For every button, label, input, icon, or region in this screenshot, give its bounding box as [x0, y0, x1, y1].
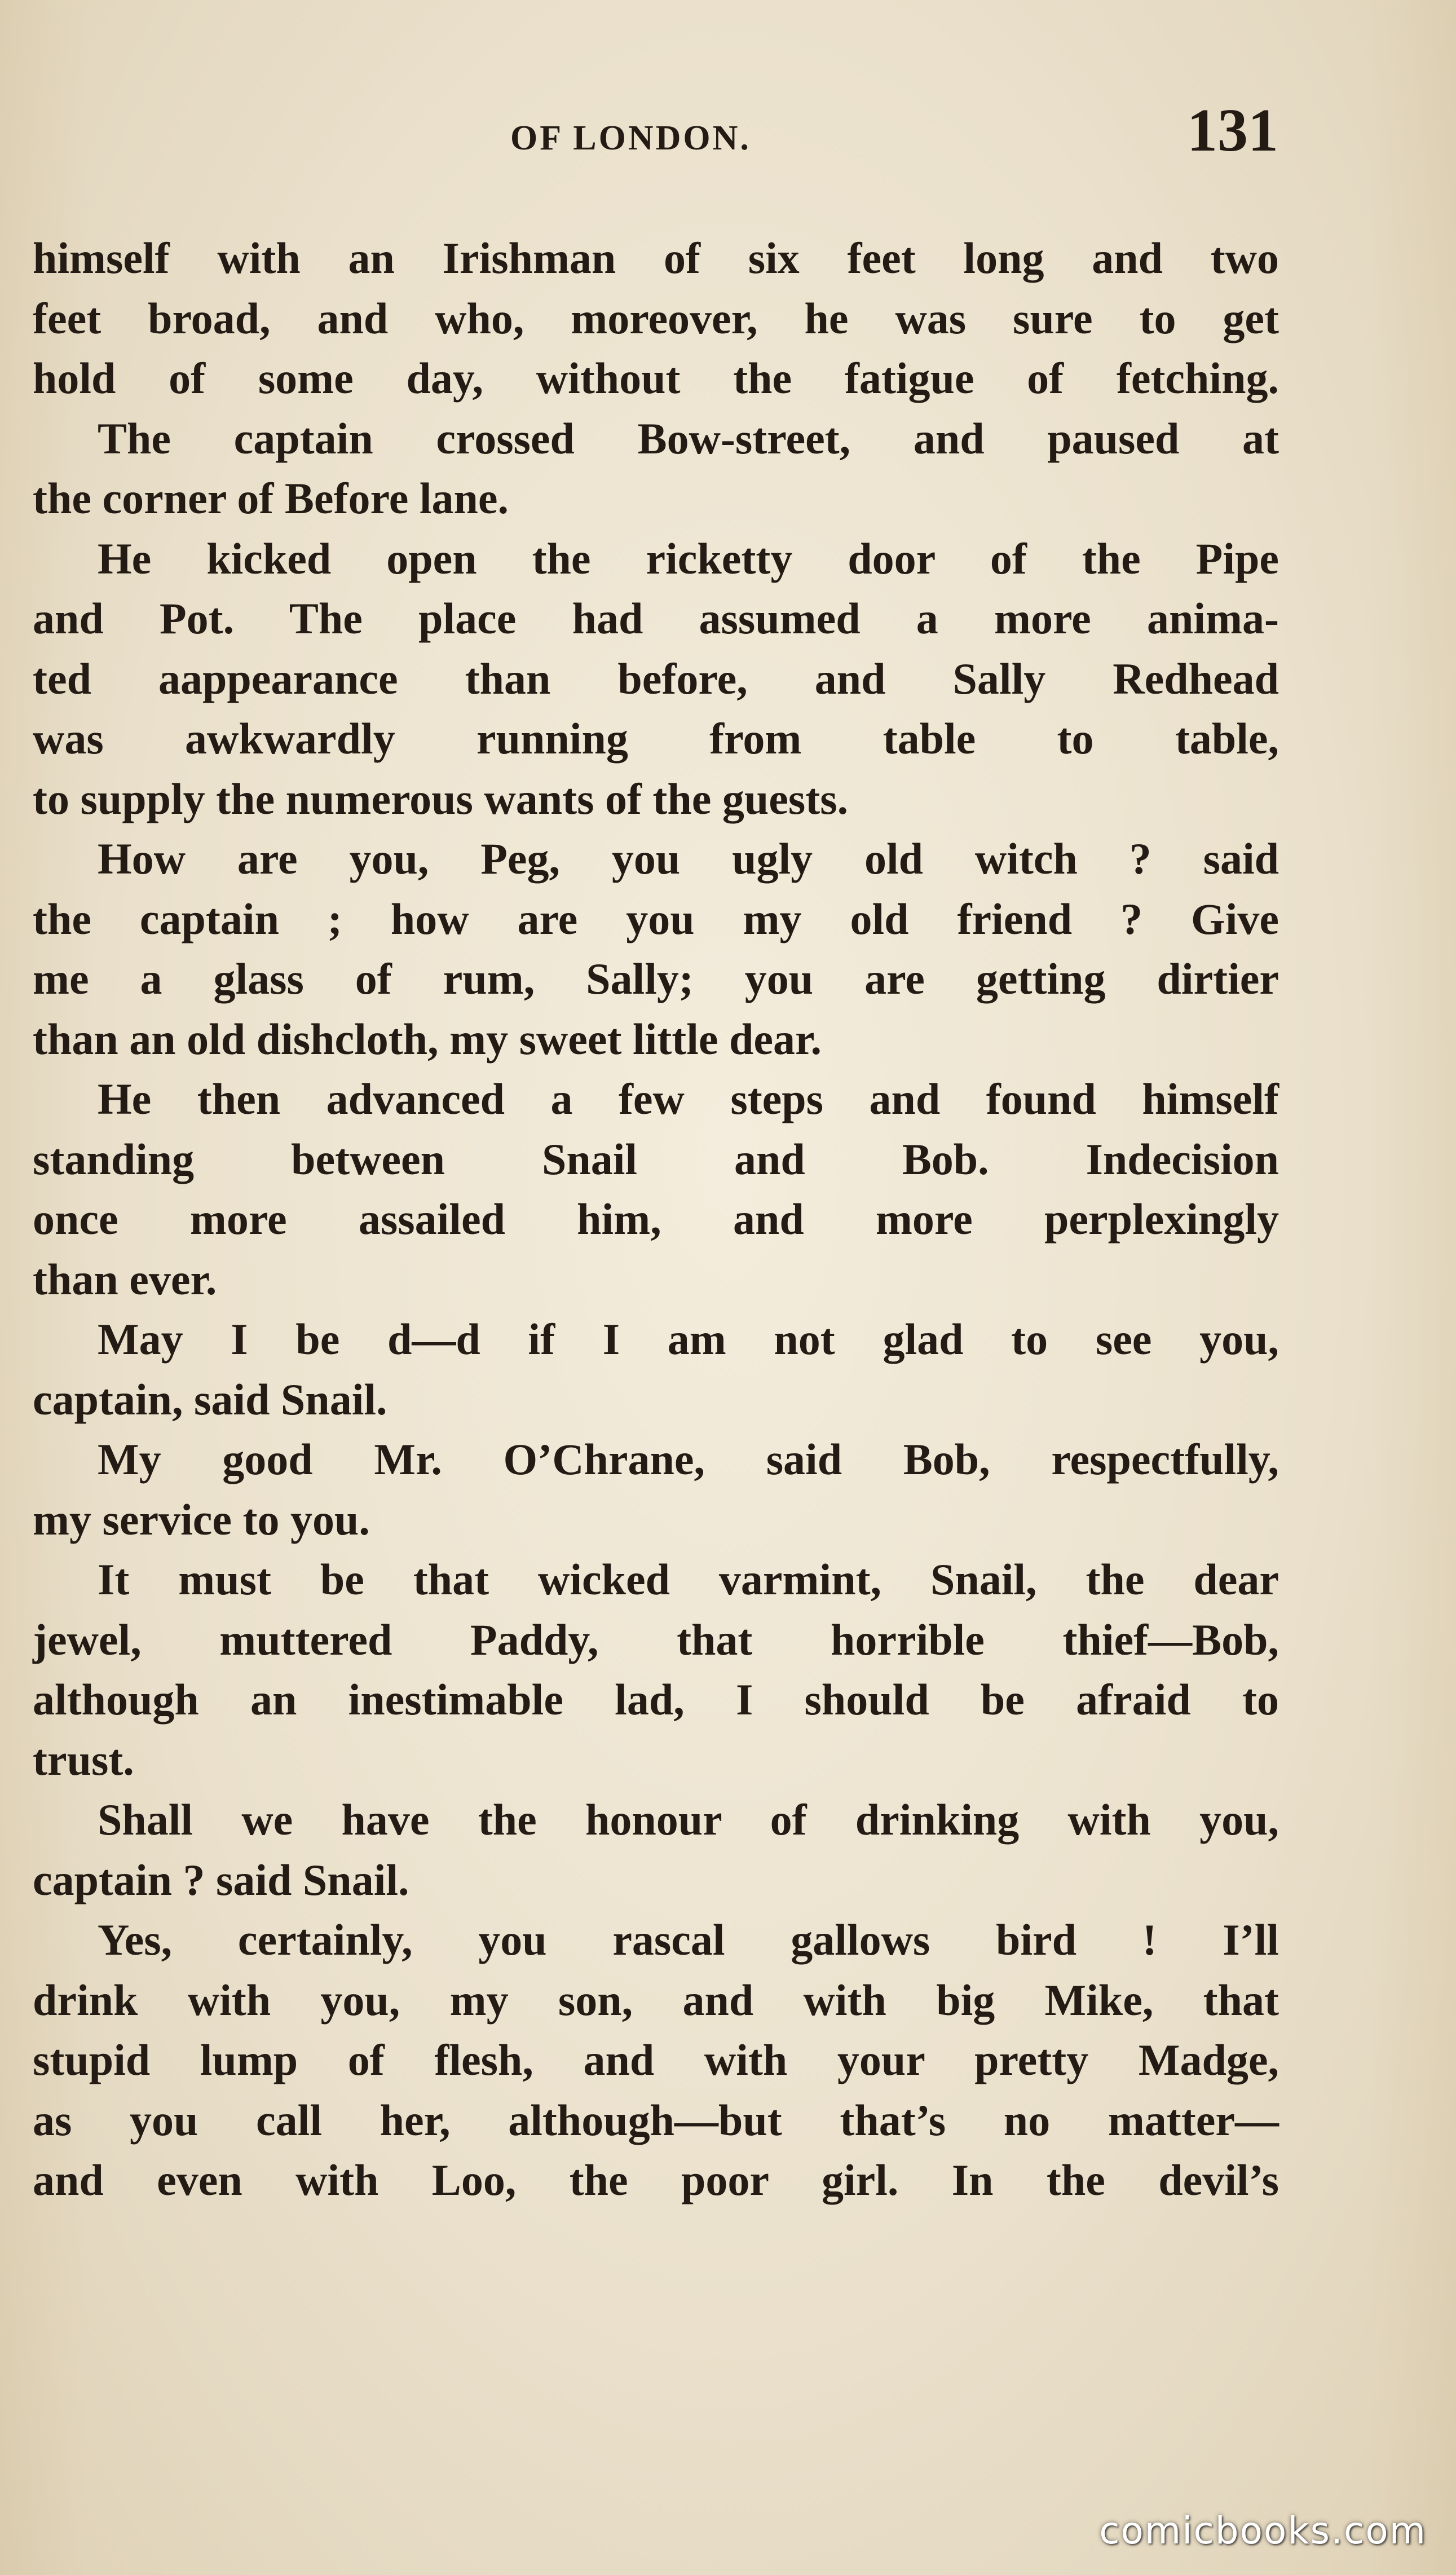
- text-line: and even with Loo, the poor girl. In the devil’s: [33, 2155, 1279, 2204]
- running-head: OF LONDON.: [510, 119, 751, 157]
- text-line: May I be d—d if I am not glad to see you,: [98, 1315, 1279, 1364]
- text-line: was awkwardly running from table to table,: [33, 714, 1279, 763]
- text-line: ted aappearance than before, and Sally Redhead: [33, 654, 1279, 703]
- text-line: than ever.: [33, 1254, 217, 1304]
- text-line: Shall we have the honour of drinking with you,: [98, 1795, 1279, 1844]
- text-line: jewel, muttered Paddy, that horrible thief—Bob,: [33, 1615, 1279, 1664]
- text-line: the corner of Before lane.: [33, 474, 509, 523]
- text-line: How are you, Peg, you ugly old witch ? said: [98, 834, 1279, 883]
- text-line: me a glass of rum, Sally; you are getting dirtier: [33, 954, 1279, 1003]
- text-line: to supply the numerous wants of the guests.: [33, 774, 849, 823]
- text-line: He kicked open the ricketty door of the Pipe: [98, 533, 1279, 583]
- text-line: My good Mr. O’Chrane, said Bob, respectfully,: [98, 1435, 1279, 1484]
- text-line: It must be that wicked varmint, Snail, the dear: [98, 1555, 1279, 1604]
- text-line: hold of some day, without the fatigue of fetching.: [33, 354, 1279, 403]
- page-number: 131: [1187, 97, 1278, 164]
- text-line: than an old dishcloth, my sweet little dear.: [33, 1014, 822, 1064]
- text-line: trust.: [33, 1735, 134, 1784]
- text-line: standing between Snail and Bob. Indecision: [33, 1134, 1279, 1184]
- page-header: [0, 96, 1456, 180]
- text-line: stupid lump of flesh, and with your pretty Madge,: [33, 2035, 1279, 2084]
- text-line: feet broad, and who, moreover, he was sure to get: [33, 293, 1279, 343]
- text-line: The captain crossed Bow-street, and paused at: [98, 413, 1279, 463]
- body-text: [33, 228, 1279, 2211]
- text-line: although an inestimable lad, I should be afraid to: [33, 1675, 1279, 1724]
- watermark: comicbooks.com: [1099, 2509, 1427, 2552]
- text-line: captain, said Snail.: [33, 1374, 387, 1424]
- text-line: once more assailed him, and more perplexingly: [33, 1194, 1279, 1244]
- text-line: Yes, certainly, you rascal gallows bird ! I’ll: [98, 1915, 1279, 1964]
- text-line: as you call her, although—but that’s no matter—: [33, 2095, 1279, 2145]
- text-line: himself with an Irishman of six feet long and two: [33, 233, 1279, 283]
- text-line: and Pot. The place had assumed a more anima-: [33, 594, 1279, 643]
- text-line: my service to you.: [33, 1494, 370, 1544]
- text-line: drink with you, my son, and with big Mike, that: [33, 1975, 1279, 2025]
- text-line: the captain ; how are you my old friend ? Give: [33, 894, 1279, 943]
- text-line: captain ? said Snail.: [33, 1855, 409, 1904]
- text-line: He then advanced a few steps and found himself: [98, 1074, 1279, 1123]
